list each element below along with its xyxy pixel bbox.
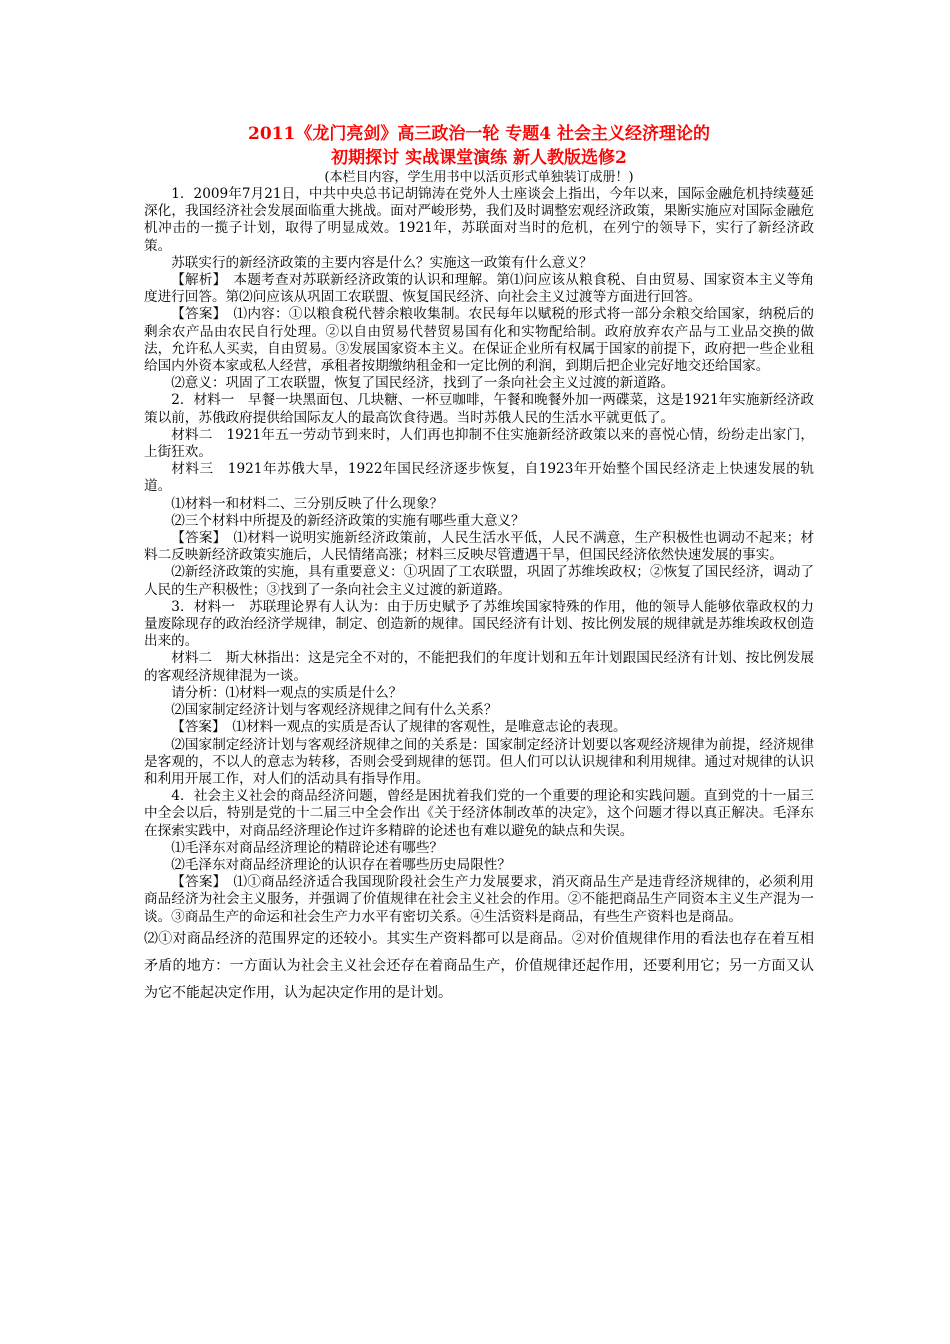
q4-question-2: ⑵毛泽东对商品经济理论的认识存在着哪些历史局限性？ (171, 856, 512, 873)
q1-stem: 1．2009年7月21日，中共中央总书记胡锦涛在党外人士座谈会上指出，今年以来，国际金融危机持续蔓延深化，我国经济社会发展面临重大挑战。面对严峻形势，我们及时调整宏观经济政策，果断实施应对国际金融危机冲击的一揽子计划，取得了明显成效。1921年，苏联面对当时的危机，在列宁的领导下，实行了新经济政策。 (144, 186, 814, 254)
q1-answer-part1: 【答案】 ⑴内容：①以粮食税代替余粮收集制。农民每年以赋税的形式将一部分余粮交给国家，纳税后的剩余农产品由农民自行处理。②以自由贸易代替贸易国有化和实物配给制。政府放弃农产品与工业品交换的做法，允许私人买卖，自由贸易。③发展国家资本主义。在保证企业所有权属于国家的前提下，政府把一些企业租给国内外资本家或私人经营，承租者按期缴纳租金和一定比例的利润，到期后把企业完好地交还给国家。 (144, 306, 814, 375)
q2-question-1: ⑴材料一和材料二、三分别反映了什么现象？ (171, 495, 444, 512)
q2-material-3: 材料三 1921年苏俄大旱，1922年国民经济逐步恢复，自1923年开始整个国民经济走上快速发展的轨道。 (144, 461, 814, 495)
title-line-1: 2011《龙门亮剑》高三政治一轮 专题4 社会主义经济理论的 (248, 124, 710, 144)
document-body (144, 186, 814, 1007)
q2-answer-part1: 【答案】 ⑴材料一说明实施新经济政策前，人民生活水平低，人民不满意，生产积极性也调动不起来；材料二反映新经济政策实施后，人民情绪高涨；材料三反映尽管遭遇干旱，但国民经济依然快速发展的事实。 (144, 530, 814, 564)
q4-answer-part1: 【答案】 ⑴①商品经济适合我国现阶段社会生产力发展要求，消灭商品生产是违背经济规律的，必须利用商品经济为社会主义服务，并强调了价值规律在社会主义社会的作用。②不能把商品生产同资本主义生产混为一谈。③商品生产的命运和社会生产力水平有密切关系。④生活资料是商品，有些生产资料也是商品。 (144, 874, 814, 925)
document-page (144, 122, 814, 1007)
q4-question-1: ⑴毛泽东对商品经济理论的精辟论述有哪些？ (171, 839, 444, 856)
q3-material-1: 3．材料一 苏联理论界有人认为：由于历史赋予了苏维埃国家特殊的作用，他的领导人能够依靠政权的力量废除现存的政治经济学规律，制定、创造新的规律。国民经济有计划、按比例发展的规律就是苏维埃政权创造出来的。 (144, 598, 814, 650)
q2-answer-part2: ⑵新经济政策的实施，具有重要意义：①巩固了工农联盟，巩固了苏维埃政权；②恢复了国民经济，调动了人民的生产积极性；③找到了一条向社会主义过渡的新道路。 (144, 564, 814, 598)
q3-answer-part1: 【答案】 ⑴材料一观点的实质是否认了规律的客观性，是唯意志论的表现。 (171, 719, 627, 736)
q1-answer-part2: ⑵意义：巩固了工农联盟，恢复了国民经济，找到了一条向社会主义过渡的新道路。 (171, 375, 675, 392)
subtitle-note: (本栏目内容，学生用书中以活页形式单独装订成册！) (324, 170, 634, 185)
document-title (144, 122, 814, 170)
q1-question: 苏联实行的新经济政策的主要内容是什么？实施这一政策有什么意义？ (171, 254, 593, 271)
q3-question-1: 请分析：⑴材料一观点的实质是什么？ (171, 684, 403, 701)
q2-material-2: 材料二 1921年五一劳动节到来时，人们再也抑制不住实施新经济政策以来的喜悦心情，纷纷走出家门，上街狂欢。 (144, 426, 814, 461)
title-line-2: 初期探讨 实战课堂演练 新人教版选修2 (331, 148, 627, 168)
q4-stem: 4．社会主义社会的商品经济问题，曾经是困扰着我们党的一个重要的理论和实践问题。直到党的十一届三中全会以后，特别是党的十二届三中全会作出《关于经济体制改革的决定》，这个问题才得以真正解决。毛泽东在探索实践中，对商品经济理论作过许多精辟的论述也有难以避免的缺点和失误。 (144, 788, 814, 839)
q2-material-1: 2．材料一 早餐一块黑面包、几块糖、一杯豆咖啡，午餐和晚餐外加一两碟菜，这是1921年实施新经济政策以前，苏俄政府提供给国际友人的最高饮食待遇。当时苏俄人民的生活水平就更低了。 (144, 392, 814, 426)
q4-answer-part2: ⑵①对商品经济的范围界定的还较小。其实生产资料都可以是商品。②对价值规律作用的看法也存在着互相矛盾的地方：一方面认为社会主义社会还存在着商品生产，价值规律还起作用，还要利用它；另一方面又认为它不能起决定作用，认为起决定作用的是计划。 (144, 930, 814, 1001)
q3-answer-part2: ⑵国家制定经济计划与客观经济规律之间的关系是：国家制定经济计划要以客观经济规律为前提，经济规律是客观的，不以人的意志为转移，否则会受到规律的惩罚。但人们可以认识规律和利用规律。通过对规律的认识和利用开展工作，对人们的活动具有指导作用。 (144, 736, 814, 787)
q3-question-2: ⑵国家制定经济计划与客观经济规律之间有什么关系？ (171, 702, 498, 719)
q1-analysis: 【解析】 本题考查对苏联新经济政策的认识和理解。第⑴问应该从粮食税、自由贸易、国家资本主义等角度进行回答。第⑵问应该从巩固工农联盟、恢复国民经济、向社会主义过渡等方面进行回答。 (144, 272, 814, 306)
q3-material-2: 材料二 斯大林指出：这是完全不对的，不能把我们的年度计划和五年计划跟国民经济有计划、按比例发展的客观经济规律混为一谈。 (144, 650, 814, 684)
q2-question-2: ⑵三个材料中所提及的新经济政策的实施有哪些重大意义？ (171, 512, 525, 529)
